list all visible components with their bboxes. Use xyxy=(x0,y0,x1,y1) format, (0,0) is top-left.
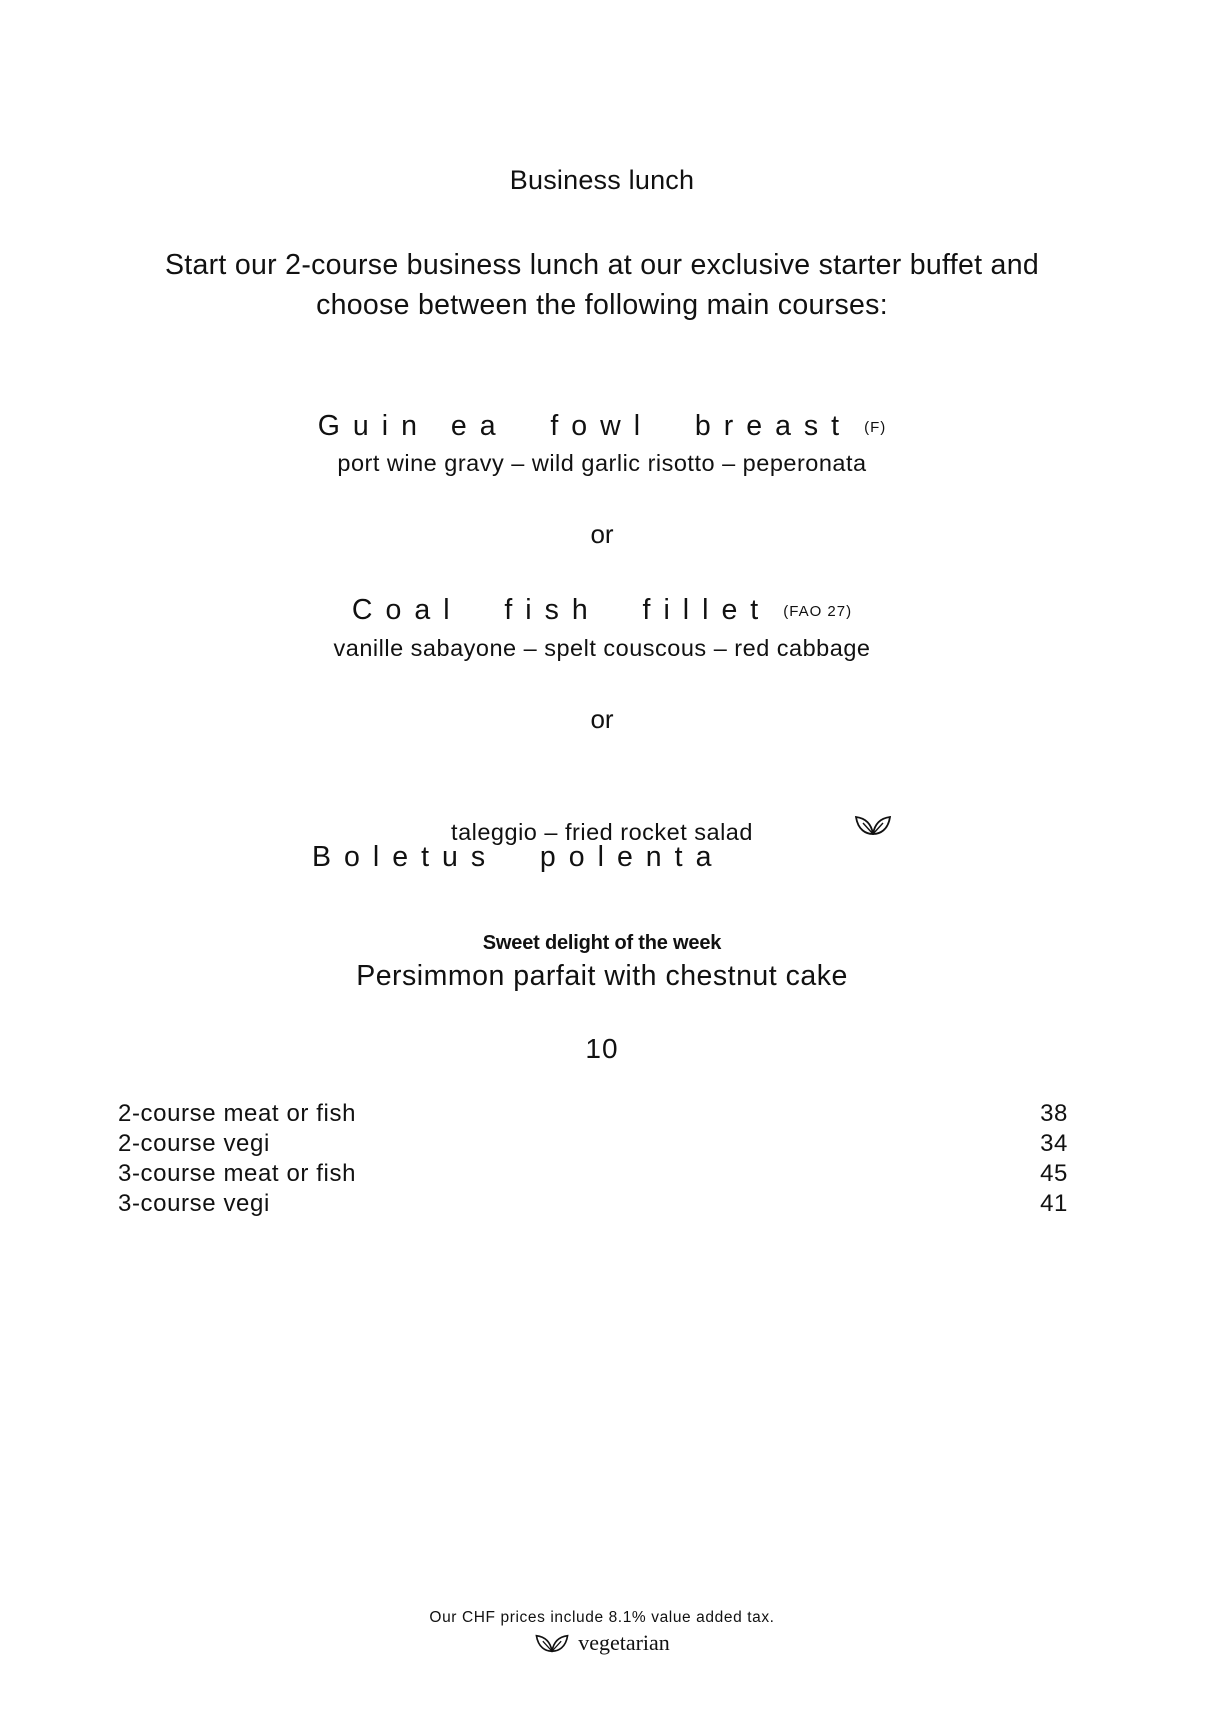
dessert-heading: Sweet delight of the week xyxy=(482,932,722,954)
price-row xyxy=(118,1099,1068,1129)
intro-text xyxy=(0,245,1204,325)
price-row xyxy=(118,1189,1068,1219)
price-value: 45 xyxy=(1040,1160,1068,1187)
price-list xyxy=(118,1099,1068,1219)
dish-name-coal-fish xyxy=(0,594,1204,627)
dish-description-coal-fish: vanille sabayone – spelt couscous – red cabbage xyxy=(333,635,871,661)
dish-tag: (F) xyxy=(864,419,887,436)
or-separator-1: or xyxy=(590,519,614,549)
leaf-icon xyxy=(534,1632,570,1660)
price-label: 3-course vegi xyxy=(118,1190,270,1217)
intro-line-1: Start our 2-course business lunch at our exclusive starter buffet and xyxy=(164,249,1040,281)
dish-title: Guin ea fowl breast xyxy=(317,410,853,442)
legend-label: vegetarian xyxy=(578,1630,670,1655)
vegetarian-legend xyxy=(0,1630,1204,1660)
dessert-price: 10 xyxy=(585,1033,619,1064)
price-row xyxy=(118,1129,1068,1159)
price-value: 34 xyxy=(1040,1130,1068,1157)
dessert-name: Persimmon parfait with chestnut cake xyxy=(356,960,848,992)
dish-description-guinea-fowl: port wine gravy – wild garlic risotto – peperonata xyxy=(337,450,867,476)
dish-title: Boletus polenta xyxy=(312,841,725,873)
or-separator-2: or xyxy=(590,704,614,734)
tax-note: Our CHF prices include 8.1% value added tax. xyxy=(429,1609,775,1626)
price-value: 41 xyxy=(1040,1190,1068,1217)
page-title: Business lunch xyxy=(509,165,695,195)
dish-name-guinea-fowl xyxy=(0,410,1204,443)
dish-tag: (FAO 27) xyxy=(783,603,853,620)
price-label: 2-course vegi xyxy=(118,1130,270,1157)
price-value: 38 xyxy=(1040,1100,1068,1127)
dish-description-boletus-polenta: taleggio – fried rocket salad xyxy=(451,819,753,845)
dish-title: Coal fish fillet xyxy=(351,594,772,626)
price-row xyxy=(118,1159,1068,1189)
price-label: 3-course meat or fish xyxy=(118,1160,357,1187)
price-label: 2-course meat or fish xyxy=(118,1100,357,1127)
intro-line-2: choose between the following main courses: xyxy=(316,289,888,321)
